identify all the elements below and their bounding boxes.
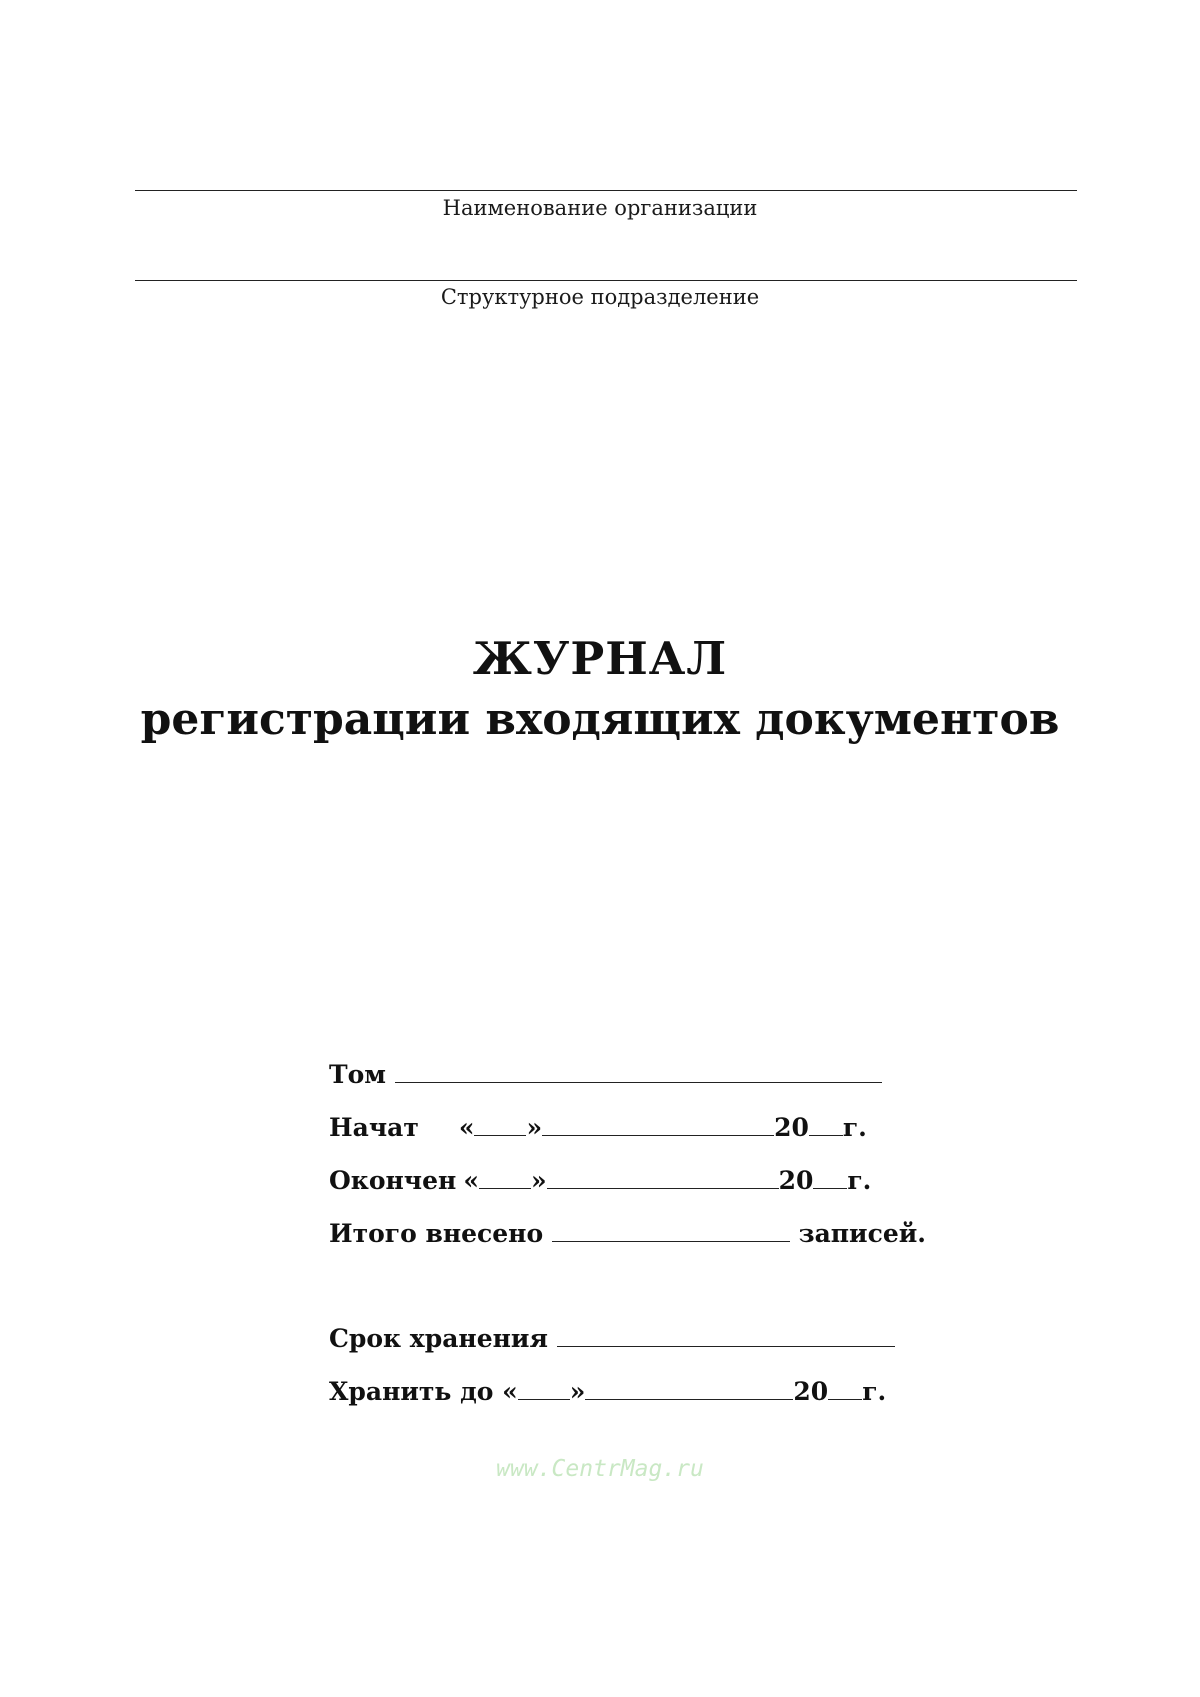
org-name-caption: Наименование организации — [442, 196, 758, 220]
keep-year-prefix: 20 — [793, 1377, 829, 1406]
ended-year-prefix: 20 — [778, 1166, 814, 1195]
keep-until-row — [329, 1377, 886, 1406]
storage-field[interactable] — [557, 1324, 895, 1347]
storage-row — [329, 1324, 895, 1353]
doc-title: ЖУРНАЛ — [472, 632, 728, 685]
keep-day-field[interactable] — [518, 1377, 570, 1400]
org-name-line[interactable] — [135, 190, 1077, 191]
keep-year-field[interactable] — [828, 1377, 862, 1400]
keep-open-quote: « — [502, 1377, 518, 1406]
total-field[interactable] — [552, 1219, 790, 1242]
started-year-suffix: г. — [842, 1113, 867, 1142]
ended-year-field[interactable] — [813, 1166, 847, 1189]
tom-row — [329, 1060, 882, 1089]
started-label: Начат — [329, 1113, 419, 1142]
total-row — [329, 1219, 926, 1248]
watermark: www.CentrMag.ru — [496, 1456, 704, 1482]
total-suffix: записей. — [798, 1219, 926, 1248]
started-open-quote: « — [458, 1113, 475, 1142]
keep-year-suffix: г. — [862, 1377, 887, 1406]
ended-label: Окончен — [329, 1166, 457, 1195]
keep-month-field[interactable] — [585, 1377, 793, 1400]
ended-row — [329, 1166, 871, 1195]
ended-year-suffix: г. — [847, 1166, 872, 1195]
dept-caption: Структурное подразделение — [440, 285, 760, 309]
ended-open-quote: « — [463, 1166, 479, 1195]
started-month-field[interactable] — [542, 1113, 774, 1136]
started-year-prefix: 20 — [774, 1113, 809, 1142]
storage-label: Срок хранения — [329, 1324, 548, 1353]
tom-label: Том — [329, 1060, 386, 1089]
started-row — [329, 1113, 867, 1142]
ended-month-field[interactable] — [547, 1166, 779, 1189]
dept-line[interactable] — [135, 280, 1077, 281]
started-day-field[interactable] — [474, 1113, 526, 1136]
keep-close-quote: » — [569, 1377, 586, 1406]
started-close-quote: » — [526, 1113, 543, 1142]
started-year-field[interactable] — [809, 1113, 843, 1136]
doc-subtitle: регистрации входящих документов — [140, 694, 1060, 745]
keep-until-label: Хранить до — [329, 1377, 494, 1406]
total-label: Итого внесено — [329, 1219, 544, 1248]
tom-field[interactable] — [395, 1060, 882, 1083]
ended-day-field[interactable] — [479, 1166, 531, 1189]
ended-close-quote: » — [530, 1166, 547, 1195]
